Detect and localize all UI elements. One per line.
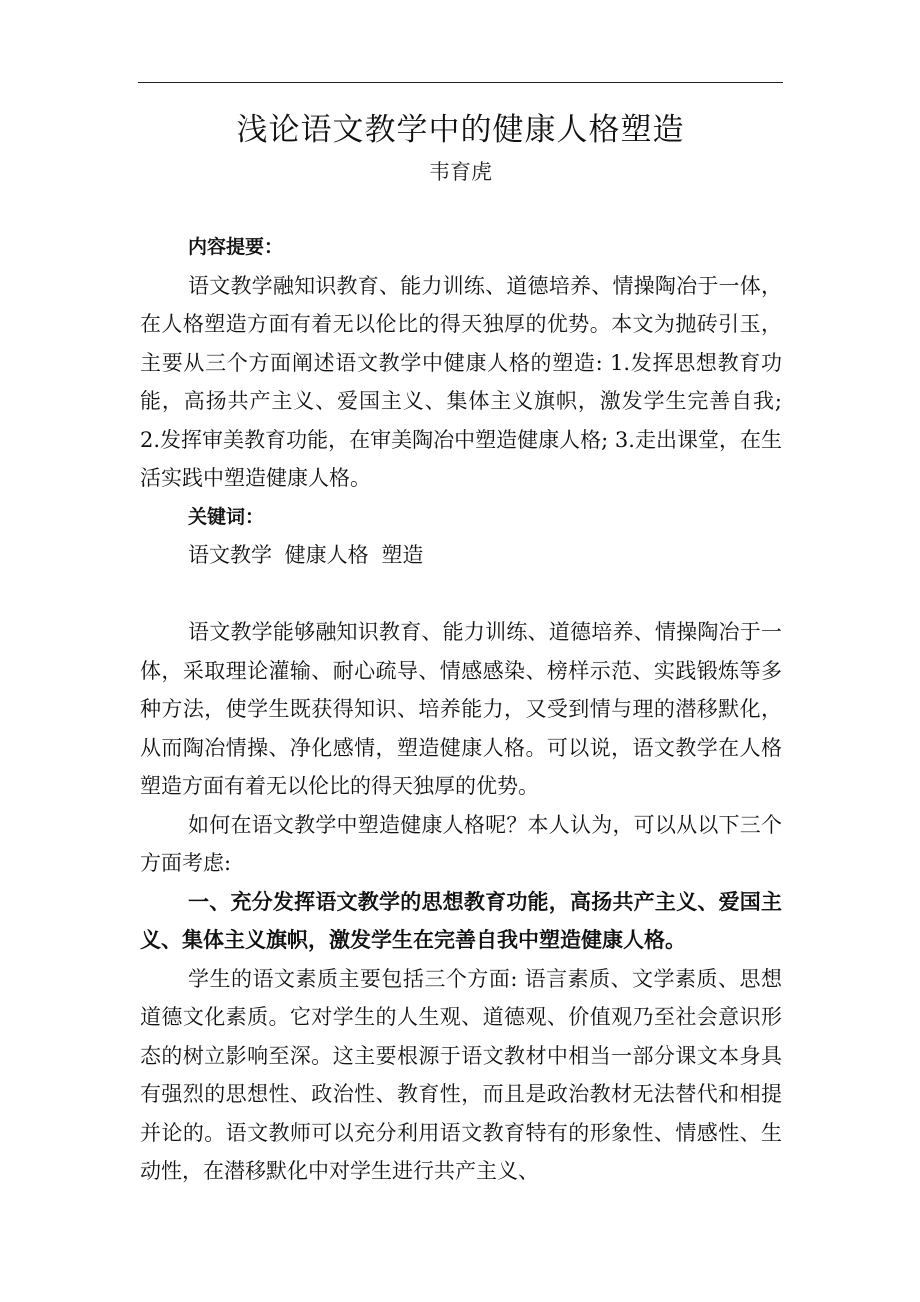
- header-rule: [138, 82, 783, 83]
- section-gap: [140, 575, 782, 614]
- abstract-text: 语文教学融知识教育、能力训练、道德培养、情操陶冶于一体，在人格塑造方面有着无以伦比的得天独厚的优势。本文为抛砖引玉，主要从三个方面阐述语文教学中健康人格的塑造: 1.发挥思想教育功能，高扬共产主义、爱国主义、集体主义旗帜，激发学生完善自我; 2.发挥审美教育功能，在审美陶冶中塑造健康人格; 3.走出课堂，在生活实践中塑造健康人格。: [140, 273, 782, 490]
- document-body: [140, 228, 782, 1191]
- body-paragraph-question: 如何在语文教学中塑造健康人格呢？本人认为，可以从以下三个方面考虑:: [140, 812, 782, 875]
- document-title: 浅论语文教学中的健康人格塑造: [236, 112, 685, 148]
- abstract-label: 内容提要：: [188, 236, 284, 258]
- keywords-label: 关键词：: [188, 505, 265, 528]
- section-1-paragraph: 学生的语文素质主要包括三个方面: 语言素质、文学素质、思想道德文化素质。它对学生的人生观、道德观、价值观乃至社会意识形态的树立影响至深。这主要根源于语文教材中相当一部分课文本身具有强烈的思想性、政治性、教育性，而且是政治教材无法替代和相提并论的。语文教师可以充分利用语文教育特有的形象性、情感性、生动性，在潜移默化中对学生进行共产主义、: [140, 966, 782, 1183]
- keywords-text: 语文教学 健康人格 塑造: [188, 543, 424, 567]
- section-heading-1: 一、充分发挥语文教学的思想教育功能，高扬共产主义、爱国主义、集体主义旗帜，激发学生在完善自我中塑造健康人格。: [140, 889, 782, 952]
- body-paragraph-intro: 语文教学能够融知识教育、能力训练、道德培养、情操陶冶于一体，采取理论灌输、耐心疏导、情感感染、榜样示范、实践锻炼等多种方法，使学生既获得知识、培养能力，又受到情与理的潜移默化，从而陶冶情操、净化感情，塑造健康人格。可以说，语文教学在人格塑造方面有着无以伦比的得天独厚的优势。: [140, 620, 782, 798]
- document-author: 韦育虎: [429, 160, 492, 184]
